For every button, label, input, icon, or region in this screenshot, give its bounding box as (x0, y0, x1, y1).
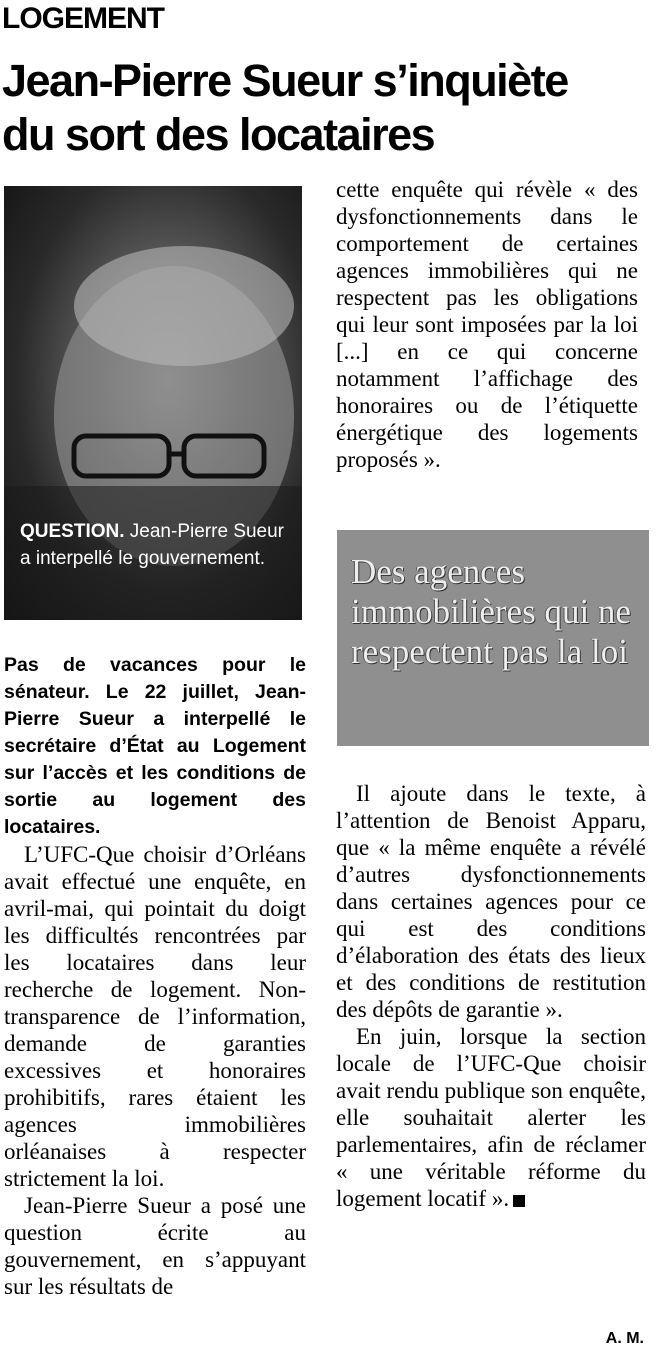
pull-quote-text: Des agences immobilières qui ne respectent pas la loi (351, 552, 631, 671)
final-paragraph-text: En juin, lorsque la section locale de l’UFC-Que choisir avait rendu publique son enquête, elle souhaitait alerter les parlementaires, afin de réclamer « une véritable réforme du logement locatif ». (336, 1024, 646, 1211)
article-headline (2, 54, 656, 162)
body-paragraph: cette enquête qui révèle « des dysfonctionnements dans le comportement de certaines agences immobilières qui ne respectent pas les obligations qui leur sont imposées par la loi [...] en ce qui concerne notamment l’affichage des honoraires ou de l’étiquette énergétique des logements proposés ». (336, 177, 638, 472)
headline-line-2: du sort des locataires (2, 109, 435, 160)
right-column-top (336, 176, 638, 473)
pull-quote-box (337, 530, 649, 746)
body-paragraph-final (336, 1023, 646, 1212)
body-paragraph: L’UFC-Que choisir d’Orléans avait effectué une enquête, en avril-mai, qui pointait du doigt les difficultés rencontrées par les locataires dans leur recherche de logement. Non-transparence de l’information, demande de garanties excessives et honoraires prohibitifs, rares étaient les agences immobilières orléanaises à respecter strictement la loi. (4, 842, 306, 1191)
right-column-bottom (336, 780, 646, 1212)
headline-line-1: Jean-Pierre Sueur s’inquiète (2, 55, 568, 106)
section-rubric: LOGEMENT (2, 2, 164, 35)
caption-lead: QUESTION. (20, 521, 125, 542)
body-paragraph: Il ajoute dans le texte, à l’attention de Benoist Apparu, que « la même enquête a révélé d’autres dysfonctionnements dans certaines agences pour ce qui est des conditions d’élaboration des états des lieux et des conditions de restitution des dépôts de garantie ». (336, 781, 646, 1022)
photo-caption (20, 518, 290, 572)
author-signature: A. M. (605, 1330, 644, 1347)
left-column (4, 652, 306, 1300)
article-chapo: Pas de vacances pour le sénateur. Le 22 juillet, Jean-Pierre Sueur a interpellé le secrétaire d’État au Logement sur l’accès et les conditions de sortie au logement des locataires. (4, 654, 306, 838)
body-paragraph: Jean-Pierre Sueur a posé une question écrite au gouvernement, en s’appuyant sur les résultats de (4, 1193, 306, 1299)
end-mark-icon (513, 1195, 525, 1207)
caption-text: Jean-Pierre Sueur a interpellé le gouvernement. (20, 521, 284, 569)
